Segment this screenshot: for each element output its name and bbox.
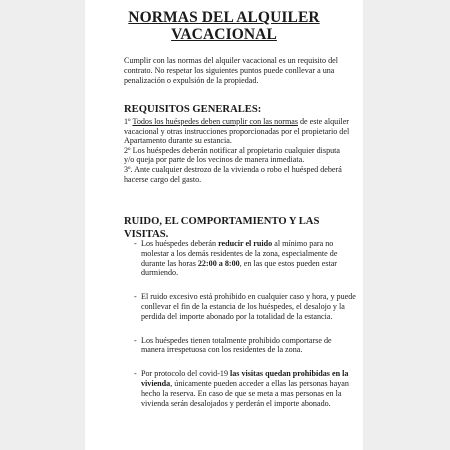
general-item-1-number: 1º [124,117,133,126]
noise-behaviour-visits-heading: RUIDO, EL COMPORTAMIENTO Y LAS VISITAS. [124,216,320,240]
document-title [85,9,363,43]
noise-rule-3: - Los huéspedes tienen totalmente prohibido comportarse de manera irrespetuosa con los residentes de la zona. [134,336,356,356]
title-line-1: NORMAS DEL ALQUILER [128,9,320,26]
general-item-1-rest: de este alquiler vacacional y otras instrucciones proporcionadas por el propietario del Apartamento durante su estancia. [124,117,350,145]
general-item-1 [124,117,350,146]
noise-rule-1-part-c: , en las que estos pueden estar durmiendo. [141,258,338,278]
noise-rule-1-bold-hours: 22:00 a 8:00 [197,258,240,268]
noise-rule-1-part-b: al mínimo para no molestar a los demás residentes de la zona, especialmente de durante las horas [141,239,338,268]
noise-rule-1-part-a: Los huéspedes deberán [141,239,219,248]
noise-rule-1-bold-a: reducir el ruido [218,239,273,248]
noise-rule-4 [134,369,356,408]
general-item-1-underlined: Todos los huéspedes deben cumplir con las normas [132,117,298,126]
general-item-3: 3º. Ante cualquier destrozo de la vivienda o robo el huésped deberá hacerse cargo del gasto. [124,165,342,184]
general-item-2: 2º Los huéspedes deberán notificar al propietario cualquier disputa y/o queja por parte de los vecinos de manera inmediata. [124,145,341,165]
title-line-2: VACACIONAL [171,26,277,43]
noise-rule-4-part-a: Por protocolo del covid-19 [141,369,231,379]
noise-rules-list [134,239,356,422]
noise-rule-1 [134,239,356,278]
noise-rule-2: - El ruido excesivo está prohibido en cualquier caso y hora, y puede conllevar el fin de la estancia de los huéspedes, el desalojo y la perdida del importe abonado por la totalidad de la estancia. [134,292,356,321]
noise-rule-4-part-b: , únicamente pueden acceder a ellas las personas hayan hecho la reserva. En caso de que se meta a mas personas en la vivienda serán desalojados y perderán el importe abonado. [141,378,349,408]
general-requirements-heading: REQUISITOS GENERALES: [124,104,262,115]
noise-rule-4-bold: las visitas quedan prohibidas en la vivienda [141,369,349,388]
intro-paragraph: Cumplir con las normas del alquiler vacacional es un requisito del contrato. No respetar los siguientes puntos puede conllevar a una penalización o expulsión de la propiedad. [124,56,338,85]
document-page [85,0,363,450]
general-requirements-list [124,117,350,185]
